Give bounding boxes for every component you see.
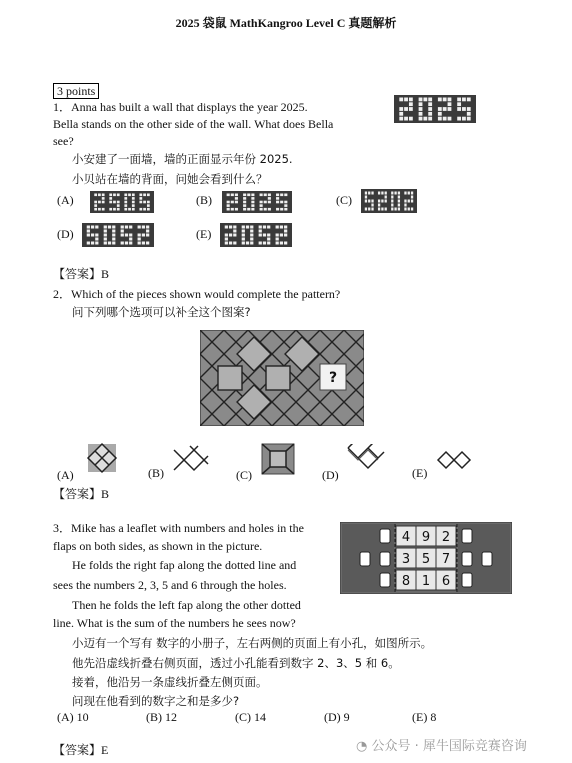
q1-text-line2: Bella stands on the other side of the wall. What does Bella [53,117,334,131]
page-title: 2025 袋鼠 MathKangroo Level C 真题解析 [175,16,397,30]
watermark: ◔ 公众号 · 犀牛国际竞赛咨询 [356,739,527,754]
q2-answer: 【答案】B [53,487,110,501]
grid-cell: 3 [401,552,411,567]
q3-option-a[interactable]: (A) 10 [57,710,89,724]
q3-cn-line3: 接着，他沿另一条虚线折叠左侧页面。 [72,675,268,689]
q2-option-c-image[interactable] [260,442,296,480]
q1-option-b-label: (B) [196,193,212,207]
q3-cn-line2: 他先沿虚线折叠右侧页面，透过小孔能看到数字 2、3、5 和 6。 [72,656,400,670]
q3-number: 3． [53,521,72,535]
grid-cell: 8 [401,574,411,589]
q2-option-e-image[interactable] [436,450,472,474]
q2-option-d-image[interactable] [346,444,386,474]
q1-option-b-image[interactable] [222,191,292,217]
q3-cn-line4: 问现在他看到的数字之和是多少? [72,694,240,708]
q2-option-e-label: (E) [412,466,428,480]
q1-option-c-label: (C) [336,193,352,207]
q3-option-c[interactable]: (C) 14 [235,710,266,724]
q2-text: 2．Which of the pieces shown would complete the pattern? [53,287,341,301]
q1-option-e-label: (E) [196,227,212,241]
q1-cn-line2: 小贝站在墙的背面，问她会看到什么？ [72,172,268,186]
wechat-icon: ◔ [356,739,368,754]
q3-text-line5: Then he folds the left fap along the other dotted [72,598,301,612]
q1-text-line3: see? [53,134,74,148]
grid-cell: 5 [421,552,431,567]
q1-number: 1． [53,100,72,114]
q1-option-d-label: (D) [57,227,74,241]
q3-option-b[interactable]: (B) 12 [146,710,177,724]
q1-option-d-image[interactable] [82,223,154,251]
q3-text-line2: flaps on both sides, as shown in the picture. [53,539,263,553]
q1-option-a-image[interactable] [90,191,154,217]
grid-cell: 9 [421,530,431,545]
q2-cn: 问下列哪个选项可以补全这个图案? [72,305,251,319]
q1-answer: 【答案】B [53,267,110,281]
q1-option-c-image[interactable] [361,189,417,217]
q2-option-b-image[interactable] [170,442,210,480]
q3-option-e[interactable]: (E) 8 [412,710,437,724]
q3-answer: 【答案】E [53,743,109,757]
missing-mark: ? [328,370,338,386]
leaflet-image [340,522,512,598]
grid-cell: 4 [401,530,411,545]
pattern-image [200,330,364,430]
q2-option-b-label: (B) [148,466,164,480]
grid-cell: 7 [441,552,451,567]
q3-text-line1: 3．Mike has a leaflet with numbers and holes in the [53,521,304,535]
q2-option-c-label: (C) [236,468,252,482]
grid-cell: 6 [441,574,451,589]
q2-option-d-label: (D) [322,468,339,482]
points-label: 3 points [53,83,99,99]
q1-option-e-image[interactable] [220,223,292,251]
q2-number: 2． [53,287,72,301]
q3-text-line3: He folds the right fap along the dotted line and [72,558,297,572]
q1-cn-line1: 小安建了一面墙，墙的正面显示年份 2025. [72,152,293,166]
q3-cn-line1: 小迈有一个写有 数字的小册子，左右两侧的页面上有小孔，如图所示。 [72,636,433,650]
q3-option-d[interactable]: (D) 9 [324,710,350,724]
grid-cell: 2 [441,530,451,545]
q1-text-line1: 1．Anna has built a wall that displays the year 2025. [53,100,308,114]
grid-cell: 1 [421,574,431,589]
q3-text-line4: sees the numbers 2, 3, 5 and 6 through the holes. [53,578,287,592]
q2-option-a-image[interactable] [82,440,120,482]
q2-option-a-label: (A) [57,468,74,482]
wall-image [394,95,476,127]
q3-text-line6: line. What is the sum of the numbers he sees now? [53,616,296,630]
q1-option-a-label: (A) [57,193,74,207]
